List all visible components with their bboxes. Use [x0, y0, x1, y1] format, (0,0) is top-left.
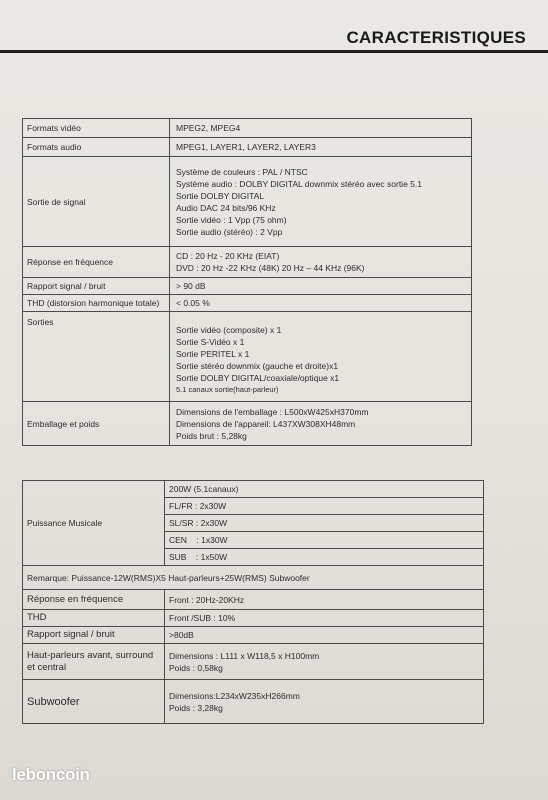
spec-table-speakers [22, 480, 484, 724]
leboncoin-watermark: leboncoin [12, 765, 90, 784]
row-value: MPEG1, LAYER1, LAYER2, LAYER3 [170, 138, 472, 157]
row-value: FL/FR : 2x30W [165, 498, 484, 515]
spec-table-general [22, 118, 472, 446]
row-value: CEN : 1x30W [165, 532, 484, 549]
row-key: Sorties [23, 312, 170, 402]
table-row [23, 402, 472, 446]
row-key: THD (distorsion harmonique totale) [23, 295, 170, 312]
row-key: Rapport signal / bruit [23, 627, 165, 644]
header-rule [0, 50, 548, 53]
row-value: Système de couleurs : PAL / NTSC Système audio : DOLBY DIGITAL downmix stéréo avec sortie 5.1 Sortie DOLBY DIGITAL Audio DAC 24 bits/96 KHz Sortie vidéo : 1 Vpp (75 ohm) Sortie audio (stéréo) : 2 Vpp [170, 157, 472, 247]
row-value: < 0.05 % [170, 295, 472, 312]
row-key: Subwoofer [23, 680, 165, 724]
table-row [23, 138, 472, 157]
row-value: Sortie vidéo (composite) x 1 Sortie S-Vidéo x 1 Sortie PERITEL x 1 Sortie stéréo downmix (gauche et droite)x1 Sortie DOLBY DIGITAL/coaxiale/optique x1 5.1 canaux sortie(haut-parleur) [170, 312, 472, 402]
row-value: SL/SR : 2x30W [165, 515, 484, 532]
row-key: Emballage et poids [23, 402, 170, 446]
table-row [23, 278, 472, 295]
row-value: Dimensions : L111 x W118,5 x H100mm Poids : 0,58kg [165, 644, 484, 680]
row-value: MPEG2, MPEG4 [170, 119, 472, 138]
row-key: Rapport signal / bruit [23, 278, 170, 295]
remarque-note: Remarque: Puissance-12W(RMS)X5 Haut-parleurs+25W(RMS) Subwoofer [23, 566, 484, 590]
row-key: THD [23, 610, 165, 627]
table-row [23, 247, 472, 278]
row-value: >80dB [165, 627, 484, 644]
table-row [23, 481, 484, 498]
row-key: Réponse en fréquence [23, 590, 165, 610]
table-row [23, 627, 484, 644]
row-key: Sortie de signal [23, 157, 170, 247]
table-row [23, 610, 484, 627]
row-key: Formats vidéo [23, 119, 170, 138]
table-row [23, 119, 472, 138]
page-title: CARACTERISTIQUES [346, 28, 526, 47]
row-key: Formats audio [23, 138, 170, 157]
row-value: SUB : 1x50W [165, 549, 484, 566]
table-row [23, 644, 484, 680]
table-row [23, 157, 472, 247]
row-key: Haut-parleurs avant, surround et central [23, 644, 165, 680]
row-value: 200W (5.1canaux) [165, 481, 484, 498]
table-row [23, 566, 484, 590]
table-row [23, 680, 484, 724]
row-value: > 90 dB [170, 278, 472, 295]
row-value: Front /SUB : 10% [165, 610, 484, 627]
table-row [23, 295, 472, 312]
row-value: Dimensions:L234xW235xH266mm Poids : 3,28kg [165, 680, 484, 724]
row-value: CD : 20 Hz - 20 KHz (EIAT) DVD : 20 Hz -22 KHz (48K) 20 Hz – 44 KHz (96K) [170, 247, 472, 278]
row-value: Front : 20Hz-20KHz [165, 590, 484, 610]
table-row [23, 312, 472, 402]
row-key: Puissance Musicale [23, 481, 165, 566]
table-row [23, 590, 484, 610]
row-value: Dimensions de l'emballage : L500xW425xH370mm Dimensions de l'appareil: L437XW308XH48mm Poids brut : 5,28kg [170, 402, 472, 446]
row-key: Réponse en fréquence [23, 247, 170, 278]
